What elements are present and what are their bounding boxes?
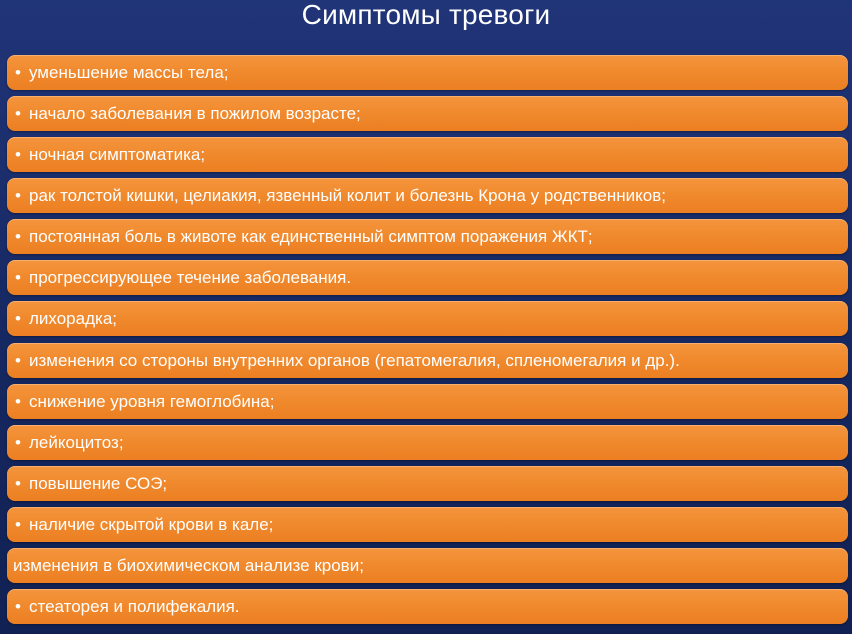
list-item-text: наличие скрытой крови в кале; bbox=[29, 514, 274, 534]
slide-title: Симптомы тревоги bbox=[301, 0, 551, 30]
list-item-text: стеаторея и полифекалия. bbox=[29, 597, 240, 617]
bullet: • bbox=[15, 145, 21, 165]
bullet: • bbox=[15, 309, 21, 329]
list-item bbox=[7, 301, 848, 336]
list-item bbox=[7, 55, 848, 90]
bullet: • bbox=[15, 432, 21, 452]
list-item-text: снижение уровня гемоглобина; bbox=[29, 391, 275, 411]
bullet: • bbox=[15, 514, 21, 534]
list-item-text: лихорадка; bbox=[29, 309, 117, 329]
bullet: • bbox=[15, 104, 21, 124]
list-item-text: изменения со стороны внутренних органов (гепатомегалия, спленомегалия и др.). bbox=[29, 350, 680, 370]
list-item-text: повышение СОЭ; bbox=[29, 473, 168, 493]
bullet: • bbox=[15, 186, 21, 206]
bullet: • bbox=[15, 391, 21, 411]
list-item bbox=[7, 178, 848, 213]
list-item bbox=[7, 507, 848, 542]
list-item bbox=[7, 260, 848, 295]
list-item-text: лейкоцитоз; bbox=[29, 432, 124, 452]
bullet: • bbox=[15, 597, 21, 617]
bullet: • bbox=[15, 227, 21, 247]
list-item-text: начало заболевания в пожилом возрасте; bbox=[29, 104, 361, 124]
bullet: • bbox=[15, 350, 21, 370]
bullet: • bbox=[15, 268, 21, 288]
list-item-text: постоянная боль в животе как единственный симптом поражения ЖКТ; bbox=[29, 227, 593, 247]
list-item bbox=[7, 384, 848, 419]
list-item bbox=[7, 96, 848, 131]
list-item-text: уменьшение массы тела; bbox=[29, 63, 229, 82]
list-item bbox=[7, 343, 848, 378]
list-item-text: рак толстой кишки, целиакия, язвенный колит и болезнь Крона у родственников; bbox=[29, 186, 666, 206]
list-item bbox=[7, 425, 848, 460]
bullet: • bbox=[15, 473, 21, 493]
list-item bbox=[7, 137, 848, 172]
list-item bbox=[7, 548, 848, 583]
list-item bbox=[7, 466, 848, 501]
list-item bbox=[7, 589, 848, 624]
list-item-text: ночная симптоматика; bbox=[29, 145, 206, 165]
list-item-text: прогрессирующее течение заболевания. bbox=[29, 268, 352, 288]
list-item-text: изменения в биохимическом анализе крови; bbox=[13, 555, 364, 575]
list-item bbox=[7, 219, 848, 254]
bullet: • bbox=[15, 63, 21, 82]
symptom-list bbox=[7, 55, 848, 630]
